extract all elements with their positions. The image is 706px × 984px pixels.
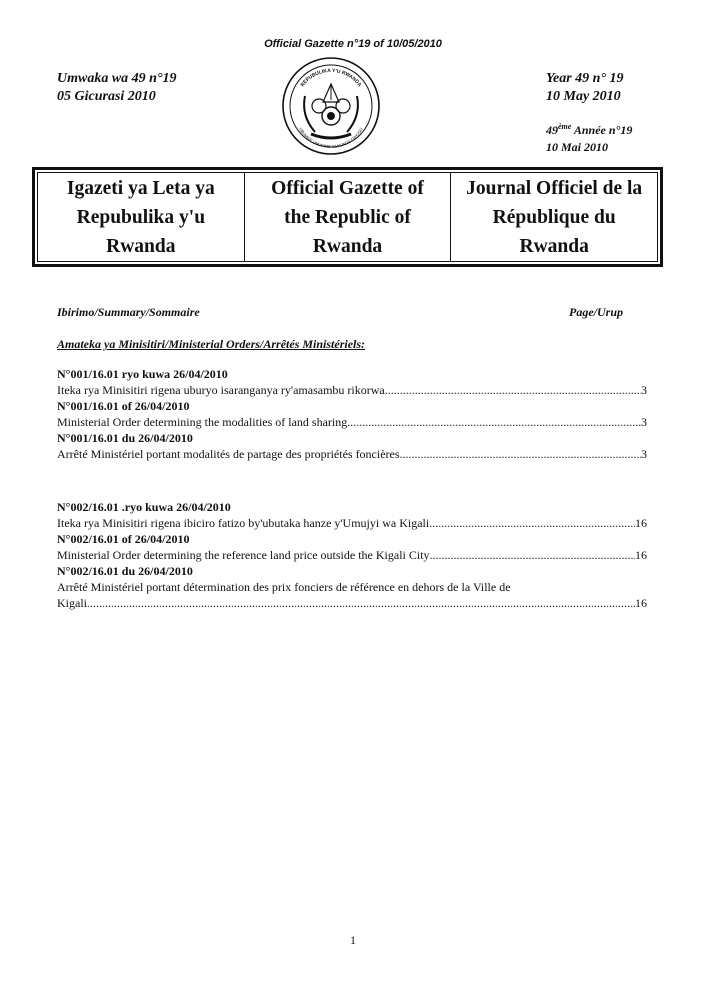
- toc-entry[interactable]: [57, 446, 647, 462]
- toc-entry[interactable]: [57, 595, 647, 611]
- masthead-english: [244, 173, 451, 261]
- masthead: [32, 167, 663, 267]
- right-header-fr: [546, 118, 632, 156]
- toc-ref: N°002/16.01 .ryo kuwa 26/04/2010: [57, 500, 231, 514]
- toc-leader: [400, 446, 641, 462]
- toc-entry[interactable]: [57, 414, 647, 430]
- toc-entry[interactable]: [57, 547, 647, 563]
- toc-ref: N°001/16.01 du 26/04/2010: [57, 431, 193, 445]
- toc-entry[interactable]: [57, 382, 647, 398]
- masthead-french-line-2: République du: [492, 206, 616, 228]
- seal-text-bottom: UBUMWE UMURIMO GUKUNDA IGIHUGU: [298, 126, 364, 150]
- summary-label: Ibirimo/Summary/Sommaire: [57, 305, 200, 319]
- right-header-line-1: Year 49 n° 19: [546, 71, 624, 86]
- masthead-french-line-3: Rwanda: [519, 235, 589, 257]
- masthead-inner: [37, 172, 658, 262]
- toc-entry-page: 16: [635, 548, 647, 562]
- section-heading: Amateka ya Minisitiri/Ministerial Orders/Arrêtés Ministériels:: [57, 337, 366, 351]
- toc-group-2: [57, 499, 647, 611]
- toc-entry-title: Arrêté Ministériel portant modalités de partage des propriétés foncières: [57, 447, 400, 461]
- running-head: Official Gazette n°19 of 10/05/2010: [264, 38, 442, 50]
- left-header-line-2: 05 Gicurasi 2010: [57, 89, 156, 104]
- toc-leader: [87, 595, 635, 611]
- toc-entry-title: Iteka rya Minisitiri rigena ibiciro fatizo by'ubutaka hanze y'Umujyi wa Kigali: [57, 516, 430, 530]
- toc-ref: N°001/16.01 ryo kuwa 26/04/2010: [57, 367, 228, 381]
- right-header: [546, 70, 624, 106]
- toc-entry-title: Ministerial Order determining the modalities of land sharing: [57, 415, 348, 429]
- masthead-french-line-1: Journal Officiel de la: [466, 177, 643, 199]
- rwanda-coat-of-arms-icon: [281, 56, 381, 156]
- toc-leader: [385, 382, 641, 398]
- seal-text-top: REPUBULIKA Y'U RWANDA: [299, 67, 363, 89]
- toc-entry-page: 3: [641, 383, 647, 397]
- toc-leader: [430, 547, 635, 563]
- right-header-fr-line-2: 10 Mai 2010: [546, 140, 609, 154]
- toc-entry-page: 3: [641, 447, 647, 461]
- toc-entry-title: Iteka rya Minisitiri rigena uburyo isaranganya ry'amasambu rikorwa: [57, 383, 385, 397]
- masthead-french: [450, 173, 657, 261]
- masthead-kinyarwanda: [38, 173, 244, 261]
- masthead-kinyarwanda-line-2: Repubulika y'u: [76, 206, 206, 228]
- right-header-fr-line-1: [546, 118, 632, 139]
- toc-leader: [429, 515, 635, 531]
- right-header-line-2: 10 May 2010: [546, 89, 621, 104]
- toc-entry-page: 16: [635, 596, 647, 610]
- toc-entry[interactable]: [57, 515, 647, 531]
- left-header-line-1: Umwaka wa 49 n°19: [57, 71, 177, 86]
- toc-group-1: [57, 366, 647, 462]
- page-number: 1: [350, 933, 356, 947]
- toc-entry-page: 3: [641, 415, 647, 429]
- masthead-english-line-3: Rwanda: [312, 235, 383, 257]
- masthead-english-line-1: Official Gazette of: [271, 177, 424, 199]
- toc-ref: N°001/16.01 of 26/04/2010: [57, 399, 190, 413]
- toc-entry-page: 16: [635, 516, 647, 530]
- masthead-kinyarwanda-line-1: Igazeti ya Leta ya: [66, 177, 215, 199]
- masthead-kinyarwanda-line-3: Rwanda: [106, 235, 176, 257]
- toc-entry-title: Ministerial Order determining the reference land price outside the Kigali City: [57, 548, 430, 562]
- page-label: Page/Urup: [569, 305, 623, 319]
- toc-ref: N°002/16.01 du 26/04/2010: [57, 564, 193, 578]
- toc-entry-title-wrapped[interactable]: Arrêté Ministériel portant détermination des prix fonciers de référence en dehors de la Ville de: [57, 580, 511, 594]
- masthead-english-line-2: the Republic of: [284, 206, 411, 228]
- toc-entry-title: Kigali: [57, 596, 87, 610]
- left-header: [57, 70, 177, 106]
- toc-leader: [347, 414, 641, 430]
- toc-ref: N°002/16.01 of 26/04/2010: [57, 532, 190, 546]
- year-number: 49: [546, 123, 558, 137]
- year-rest: Année n°19: [571, 123, 633, 137]
- year-superscript: ème: [558, 122, 572, 131]
